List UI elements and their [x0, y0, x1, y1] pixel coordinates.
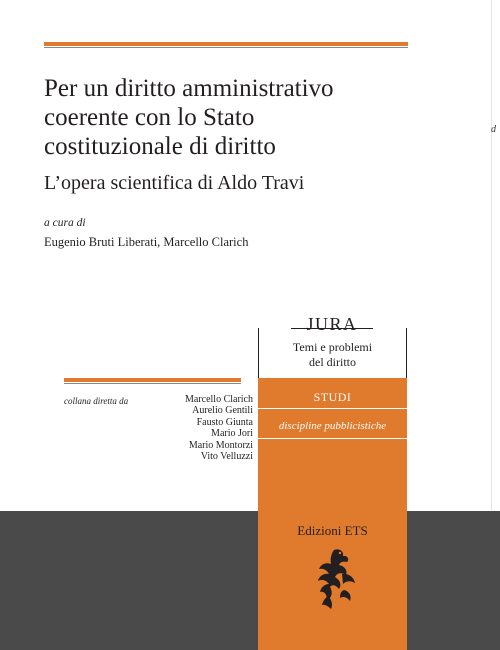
director-name: Fausto Giunta [196, 416, 253, 428]
panel-divider [258, 408, 407, 409]
panel-divider [258, 438, 407, 439]
cover-edge-line [491, 0, 492, 510]
publisher-logo-icon [306, 544, 364, 610]
dark-band [0, 511, 500, 650]
title-line: costituzionale di diritto [44, 133, 276, 160]
series-subtitle-line: Temi e problemi [292, 340, 373, 354]
curated-by-label: a cura di [44, 217, 86, 229]
book-subtitle: L’opera scientifica di Aldo Travi [44, 172, 305, 194]
title-line: Per un diritto amministrativo [44, 75, 334, 102]
director-name: Aurelio Gentili [192, 405, 253, 417]
series-name: JURA [306, 314, 358, 334]
collana-rule [64, 378, 241, 384]
series-discipline: discipline pubblicistiche [278, 420, 387, 432]
director-name: Vito Velluzzi [200, 451, 253, 463]
series-subtitle-line: del diritto [309, 355, 356, 369]
book-title [44, 74, 444, 161]
director-name: Mario Montorzi [188, 439, 253, 451]
series-box-right-line [406, 328, 407, 378]
top-rule [44, 42, 408, 48]
series-subtitle [259, 340, 406, 370]
cover-edge-mark: d [491, 124, 496, 135]
director-name: Mario Jori [211, 428, 253, 440]
publisher-name: Edizioni ETS [297, 523, 368, 538]
title-line: coerente con lo Stato [44, 104, 255, 131]
series-directed-label: collana diretta da [64, 396, 129, 406]
series-section: STUDI [313, 390, 352, 404]
editors: Eugenio Bruti Liberati, Marcello Clarich [44, 235, 249, 249]
series-directors [150, 394, 253, 462]
director-name: Marcello Clarich [184, 394, 253, 405]
